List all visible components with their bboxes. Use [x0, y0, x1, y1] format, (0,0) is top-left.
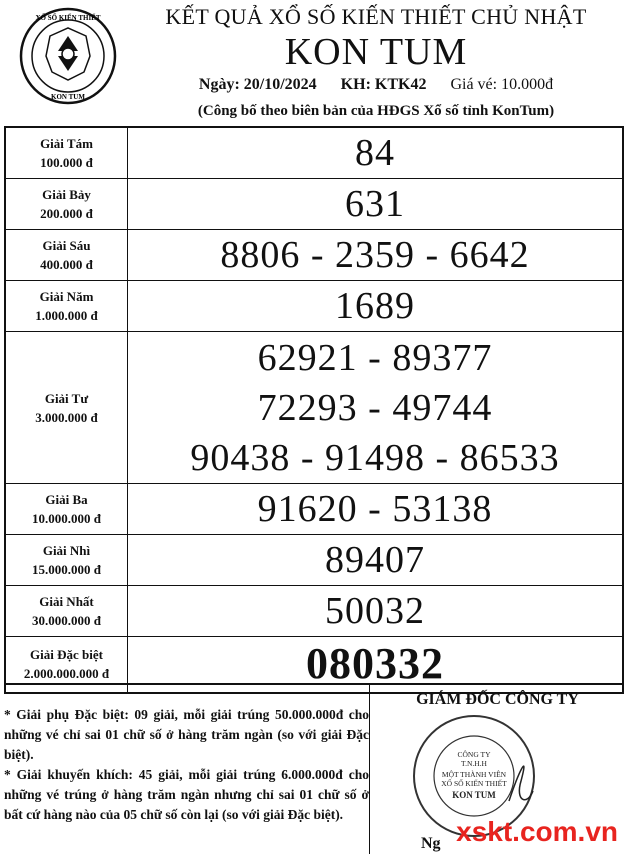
- winning-numbers: 89407: [325, 539, 425, 581]
- prize-amount: 1.000.000 đ: [35, 308, 98, 323]
- winning-numbers: 1689: [335, 285, 415, 327]
- winning-numbers: 72293 - 49744: [257, 386, 493, 429]
- prize-label-cell: [5, 535, 128, 586]
- prize-row: [5, 535, 623, 586]
- winning-numbers: 84: [355, 132, 395, 174]
- prize-numbers-cell: [128, 535, 624, 586]
- prize-label-cell: [5, 484, 128, 535]
- price-value: 10.000đ: [501, 76, 554, 93]
- winning-numbers: 62921 - 89377: [257, 336, 493, 379]
- code-value: KTK42: [374, 76, 427, 93]
- prize-label-cell: [5, 127, 128, 179]
- prize-numbers-cell: [128, 179, 624, 230]
- note-special-consolation: * Giải phụ Đặc biệt: 09 giải, mỗi giải trúng 50.000.000đ cho những vé chỉ sai 01 chữ số ở hàng trăm ngàn (so với giải Đặc biệt).: [4, 707, 369, 762]
- prize-amount: 3.000.000 đ: [35, 409, 98, 425]
- director-title: GIÁM ĐỐC CÔNG TY: [416, 691, 579, 708]
- date-label: Ngày:: [198, 76, 240, 93]
- prize-row: [5, 484, 623, 535]
- signer-name: Ng: [421, 835, 441, 852]
- prize-label-cell: [5, 586, 128, 637]
- publication-note: (Công bố theo biên bản của HĐGS Xổ số tỉnh KonTum): [197, 103, 555, 119]
- prize-label-cell: [5, 179, 128, 230]
- prize-numbers-cell: [128, 127, 624, 179]
- stamp-line-2: T.N.H.H: [461, 759, 487, 768]
- prize-name: Giải Nhất: [39, 594, 94, 609]
- results-table: [4, 126, 624, 694]
- prize-name: Giải Nhì: [42, 543, 91, 558]
- winning-numbers: 631: [345, 183, 405, 225]
- prize-label-cell: [5, 281, 128, 332]
- prize-amount: 100.000 đ: [40, 155, 93, 170]
- date-value: 20/10/2024: [243, 76, 317, 93]
- footer: [4, 683, 624, 854]
- prize-row: [5, 332, 623, 484]
- prize-label-cell: [5, 230, 128, 281]
- prize-row: [5, 281, 623, 332]
- prize-name: Giải Năm: [39, 289, 94, 304]
- prize-amount: 200.000 đ: [40, 206, 93, 221]
- prize-numbers-cell: [128, 332, 624, 484]
- prize-numbers-cell: [128, 281, 624, 332]
- prize-name: Giải Sáu: [42, 238, 91, 253]
- prize-name: Giải Tám: [40, 136, 93, 151]
- stamp-line-3: MỘT THÀNH VIÊN: [441, 770, 507, 779]
- logo-text-top: XỔ SỐ KIẾN THIẾT: [35, 14, 101, 22]
- winning-numbers: 8806 - 2359 - 6642: [220, 234, 530, 276]
- header: [0, 0, 628, 124]
- prize-amount: 2.000.000.000 đ: [23, 666, 110, 682]
- prize-amount: 10.000.000 đ: [32, 511, 101, 526]
- code-label: KH:: [340, 76, 371, 93]
- prize-name: Giải Ba: [45, 492, 88, 507]
- prize-row: [5, 586, 623, 637]
- winning-numbers: 90438 - 91498 - 86533: [190, 436, 560, 479]
- prize-name: Giải Tư: [44, 390, 89, 406]
- stamp-line-5: KON TUM: [452, 790, 496, 800]
- stamp-line-4: XỔ SỐ KIẾN THIẾT: [441, 779, 507, 788]
- prize-numbers-cell: [128, 230, 624, 281]
- prize-amount: 400.000 đ: [40, 257, 93, 272]
- prize-amount: 15.000.000 đ: [32, 562, 101, 577]
- winning-numbers: 91620 - 53138: [257, 488, 493, 530]
- prize-name: Giải Đặc biệt: [30, 647, 103, 663]
- logo-text-bottom: KON TUM: [51, 93, 85, 101]
- special-prize-number: 080332: [306, 639, 444, 689]
- draw-meta: [128, 76, 624, 94]
- prize-amount: 30.000.000 đ: [32, 613, 101, 628]
- stamp-line-1: CÔNG TY: [457, 750, 491, 759]
- prize-label-cell: [5, 332, 128, 484]
- prize-row: [5, 179, 623, 230]
- title-line-1: KẾT QUẢ XỔ SỐ KIẾN THIẾT CHỦ NHẬT: [165, 4, 587, 29]
- price-label: Giá vé:: [450, 76, 498, 93]
- footer-notes: [4, 685, 370, 854]
- prize-numbers-cell: [128, 586, 624, 637]
- prize-row: [5, 230, 623, 281]
- note-encouragement: * Giải khuyến khích: 45 giải, mỗi giải trúng 6.000.000đ cho những vé trúng ở hàng trăm ngàn nhưng chỉ sai 01 chữ số ở bất cứ hàng nào của 05 chữ số còn lại (so với giải Đặc biệt).: [4, 767, 369, 822]
- watermark: xskt.com.vn: [456, 816, 618, 847]
- title-line-2: KON TUM: [284, 31, 468, 73]
- winning-numbers: 50032: [325, 590, 425, 632]
- prize-name: Giải Bảy: [42, 187, 91, 202]
- prize-numbers-cell: [128, 484, 624, 535]
- prize-row: [5, 127, 623, 179]
- lottery-logo-icon: [18, 6, 118, 106]
